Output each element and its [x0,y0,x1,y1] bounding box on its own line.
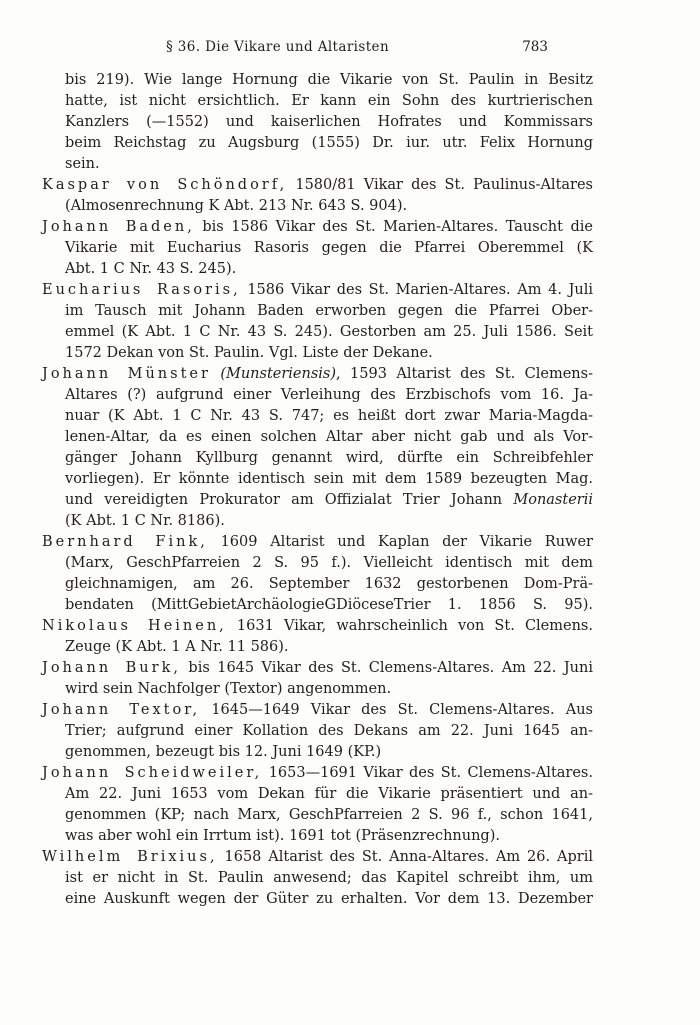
entry-hornung-continuation [42,70,593,175]
text-run: 1586 Vikar des St. Marien-Altares. Am 4. Juli [240,282,594,298]
text-run: Altares (?) aufgrund einer Verleihung des Erzbischofs vom 16. Ja- [65,387,593,403]
entry-johann-scheidweiler [42,763,593,847]
text-run: was aber wohl ein Irrtum ist). 1691 tot (Präsenzrechnung). [65,828,500,844]
person-name: Nikolaus Heinen, [42,618,227,634]
text-run: , 1593 Altarist des St. Clemens- [336,366,593,382]
section-title: § 36. Die Vikare und Altaristen [165,39,390,55]
person-name: Johann Burk, [42,660,181,676]
person-name: Kaspar von Schöndorf, [42,177,288,193]
text-line [65,742,593,763]
text-line [65,238,593,259]
text-line [65,805,593,826]
text-run: genommen, bezeugt bis 12. Juni 1649 (KP.) [65,744,382,760]
text-line [65,490,593,511]
text-run: 1658 Altarist des St. Anna-Altares. Am 26. April [217,849,593,865]
entry-johann-burk [42,658,593,700]
text-line [65,469,593,490]
text-line [42,364,593,385]
text-run: bendaten (MittGebietArchäologieGDiöceseTrier 1. 1856 S. 95). [65,597,593,613]
running-header [42,37,593,57]
text-run: ist er nicht in St. Paulin anwesend; das Kapitel schreibt ihm, um [65,870,593,886]
text-run: Am 22. Juni 1653 vom Dekan für die Vikarie präsentiert und an- [65,786,593,802]
text-line [65,448,593,469]
text-run: 1580/81 Vikar des St. Paulinus-Altares [287,177,593,193]
page-number: 783 [522,39,548,55]
text-line [42,658,593,679]
text-run: bis 1586 Vikar des St. Marien-Altares. Tauscht die [194,219,593,235]
text-line [65,322,593,343]
text-line [42,847,593,868]
text-run: im Tausch mit Johann Baden erworben gegen die Pfarrei Ober- [65,303,593,319]
person-name: Johann Baden, [42,219,195,235]
entry-johann-muenster [42,364,593,532]
body-text [42,70,593,910]
text-run: Zeuge (K Abt. 1 A Nr. 11 586). [65,639,289,655]
entry-johann-baden [42,217,593,280]
italic-term: (Munsteriensis) [210,366,337,382]
text-line [42,616,593,637]
text-run: bis 219). Wie lange Hornung die Vikarie von St. Paulin in Besitz [65,72,593,88]
text-line [65,70,593,91]
text-line [65,427,593,448]
text-line [65,574,593,595]
text-line [42,280,593,301]
entry-bernhard-fink [42,532,593,616]
person-name: Johann Münster [42,366,211,382]
text-line [65,154,593,175]
entry-kaspar-von-schoendorf [42,175,593,217]
text-run: genommen (KP; nach Marx, GeschPfarreien 2 S. 96 f., schon 1641, [65,807,593,823]
text-line [65,511,593,532]
person-name: Bernhard Fink, [42,534,208,550]
text-line [65,595,593,616]
text-line [65,868,593,889]
person-name: Wilhelm Brixius, [42,849,218,865]
text-line [65,784,593,805]
text-run: gänger Johann Kyllburg genannt wird, dürfte ein Schreibfehler [65,450,593,466]
person-name: Johann Textor, [42,702,201,718]
text-run: bis 1645 Vikar des St. Clemens-Altares. Am 22. Juni [180,660,593,676]
text-line [65,91,593,112]
text-run: Kanzlers (—1552) und kaiserlichen Hofrates und Kommissars [65,114,593,130]
text-line [65,721,593,742]
text-run: nuar (K Abt. 1 C Nr. 43 S. 747; es heißt dort zwar Maria-Magda- [65,408,593,424]
text-run: emmel (K Abt. 1 C Nr. 43 S. 245). Gestorben am 25. Juli 1586. Seit [65,324,593,340]
entry-eucharius-rasoris [42,280,593,364]
text-run: Trier; aufgrund einer Kollation des Dekans am 22. Juni 1645 an- [65,723,593,739]
person-name: Eucharius Rasoris, [42,282,241,298]
text-run: (Almosenrechnung K Abt. 213 Nr. 643 S. 904). [65,198,408,214]
text-run: gleichnamigen, am 26. September 1632 gestorbenen Dom-Prä- [65,576,593,592]
entry-johann-textor [42,700,593,763]
text-line [42,763,593,784]
text-line [65,637,593,658]
text-run: 1572 Dekan von St. Paulin. Vgl. Liste der Dekane. [65,345,433,361]
text-line [65,826,593,847]
text-run: 1653—1691 Vikar des St. Clemens-Altares. [262,765,593,781]
entry-nikolaus-heinen [42,616,593,658]
text-line [65,406,593,427]
text-line [42,217,593,238]
text-run: Vikarie mit Eucharius Rasoris gegen die Pfarrei Oberemmel (K [65,240,593,256]
text-run: lenen-Altar, da es einen solchen Altar aber nicht gab und als Vor- [65,429,593,445]
text-run: 1609 Altarist und Kaplan der Vikarie Ruwer [207,534,593,550]
person-name: Johann Scheidweiler, [42,765,263,781]
text-line [65,112,593,133]
text-run: Abt. 1 C Nr. 43 S. 245). [65,261,237,277]
text-run: (Marx, GeschPfarreien 2 S. 95 f.). Vielleicht identisch mit dem [65,555,593,571]
text-run: 1631 Vikar, wahrscheinlich von St. Clemens. [226,618,593,634]
text-line [65,133,593,154]
text-line [42,700,593,721]
text-run: sein. [65,156,100,172]
text-run: vorliegen). Er könnte identisch sein mit dem 1589 bezeugten Mag. [65,471,593,487]
text-line [65,343,593,364]
text-run: 1645—1649 Vikar des St. Clemens-Altares. Aus [200,702,593,718]
text-line [65,259,593,280]
text-run: hatte, ist nicht ersichtlich. Er kann ein Sohn des kurtrierischen [65,93,593,109]
italic-term: Monasterii [513,492,593,508]
text-line [65,196,593,217]
text-line [65,553,593,574]
text-line [65,889,593,910]
text-run: eine Auskunft wegen der Güter zu erhalten. Vor dem 13. Dezember [65,891,593,907]
text-line [65,301,593,322]
text-run: (K Abt. 1 C Nr. 8186). [65,513,225,529]
text-run: wird sein Nachfolger (Textor) angenommen. [65,681,392,697]
text-line [42,532,593,553]
text-run: und vereidigten Prokurator am Offizialat Trier Johann [65,492,514,508]
text-line [65,679,593,700]
entry-wilhelm-brixius [42,847,593,910]
text-line [65,385,593,406]
text-line [42,175,593,196]
text-run: beim Reichstag zu Augsburg (1555) Dr. iur. utr. Felix Hornung [65,135,593,151]
